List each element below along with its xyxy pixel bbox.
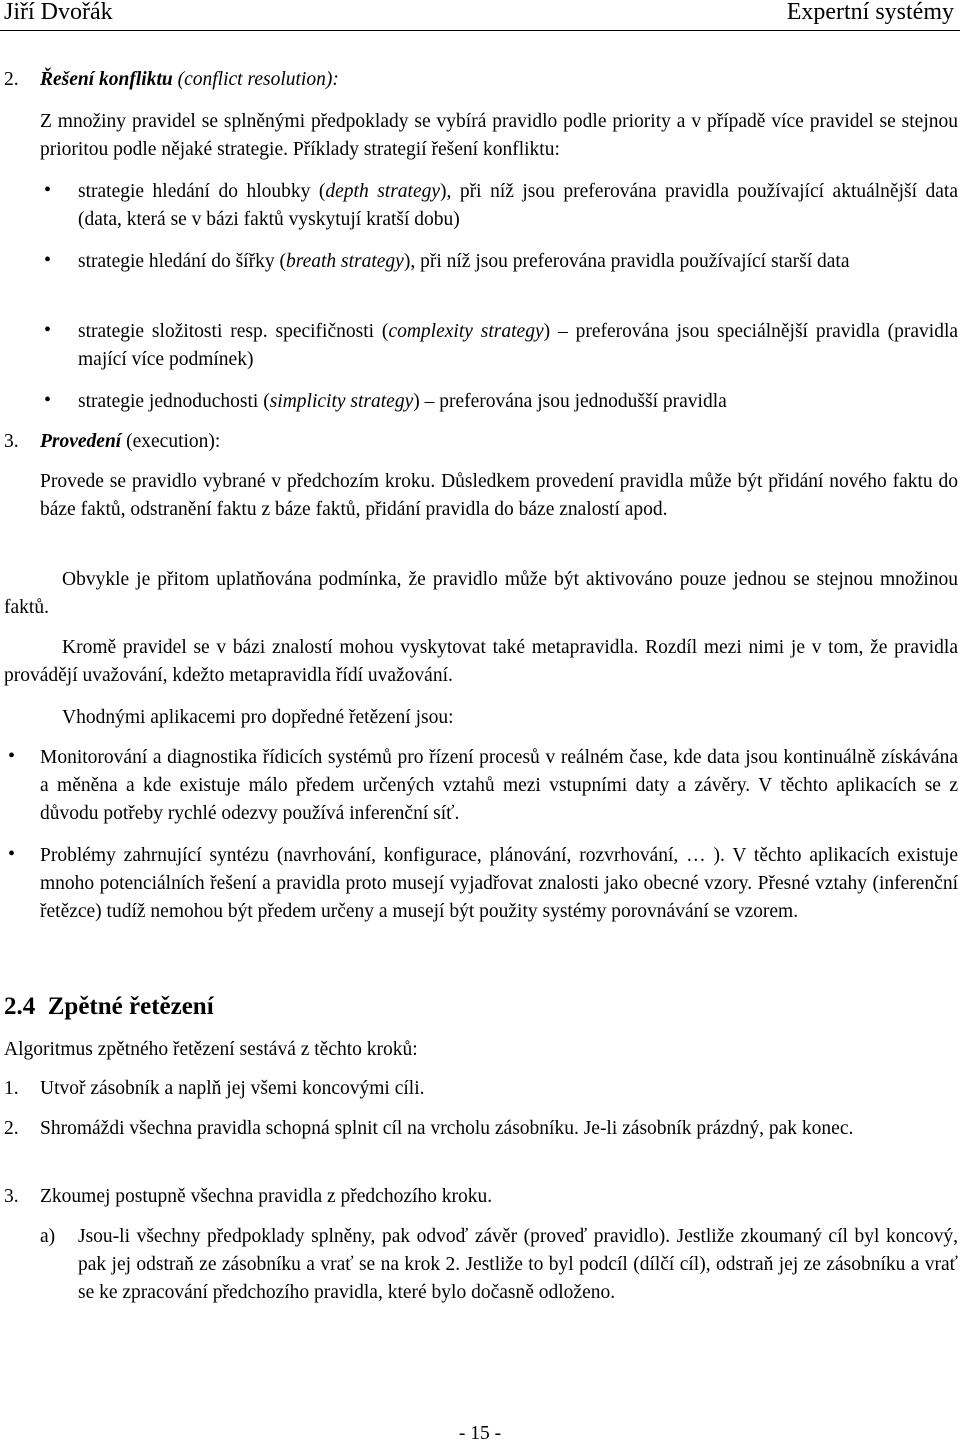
section-title: Zpětné řetězení xyxy=(47,993,214,1020)
list-item: Zkoumej postupně všechna pravidla z předchozího kroku. xyxy=(40,1186,493,1207)
list-item: Shromáždi všechna pravidla schopná splnit cíl na vrcholu zásobníku. Je-li zásobník prázdný, pak konec. xyxy=(40,1118,854,1139)
list-number: 2. xyxy=(4,69,19,90)
bullet-icon: • xyxy=(8,843,16,865)
step-number: 2. xyxy=(4,1118,19,1139)
substep-letter: a) xyxy=(40,1226,56,1247)
paragraph: Kromě pravidel se v bázi znalostí mohou vyskytovat také metapravidla. Rozdíl mezi nimi je v tom, že pravidla provádějí uvažování, kdežto metapravidla řídí uvažování. xyxy=(4,637,958,686)
step-number: 1. xyxy=(4,1078,19,1099)
list-item: strategie hledání do šířky (breath strategy), při níž jsou preferována pravidla používající starší data xyxy=(78,251,850,272)
bullet-icon: • xyxy=(44,249,52,271)
list-item: Utvoř zásobník a naplň jej všemi koncovými cíli. xyxy=(40,1078,425,1099)
execution-title-rest: (execution): xyxy=(121,431,221,452)
list-number: 3. xyxy=(4,431,19,452)
bullet-icon: • xyxy=(44,179,52,201)
bullet-icon: • xyxy=(8,745,16,767)
paragraph: Algoritmus zpětného řetězení sestává z těchto kroků: xyxy=(4,1039,418,1060)
paragraph: Obvykle je přitom uplatňována podmínka, že pravidlo může být aktivováno pouze jednou se stejnou množinou faktů. xyxy=(4,569,958,618)
paragraph: Vhodnými aplikacemi pro dopředné řetězení jsou: xyxy=(62,707,454,728)
list-item: Problémy zahrnující syntézu (navrhování, konfigurace, plánování, rozvrhování, … ). V těchto aplikacích existuje mnoho potenciálních řešení a pravidla proto musejí vyjadřovat znalosti jako obecné vzory. Přesné vztahy (inferenční řetězce) tudíž nemohou být předem určeny a musejí být použity systémy porovnávání se vzorem. xyxy=(40,845,958,922)
conflict-title-rest: (conflict resolution): xyxy=(172,69,339,90)
header-author: Jiří Dvořák xyxy=(4,0,113,25)
page-header xyxy=(0,0,960,31)
execution-heading xyxy=(40,428,940,456)
section-heading xyxy=(4,992,904,1022)
execution-paragraph: Provede se pravidlo vybrané v předchozím kroku. Důsledkem provedení pravidla může být přidání nového faktu do báze faktů, odstranění faktu z báze faktů, přidání pravidla do báze znalostí apod. xyxy=(40,471,958,520)
bullet-icon: • xyxy=(44,389,52,411)
section-number: 2.4 xyxy=(4,993,36,1020)
list-item: strategie jednoduchosti (simplicity strategy) – preferována jsou jednodušší pravidla xyxy=(78,391,727,412)
header-title: Expertní systémy xyxy=(786,0,954,25)
list-item: Jsou-li všechny předpoklady splněny, pak odvoď závěr (proveď pravidlo). Jestliže zkoumaný cíl byl koncový, pak jej odstraň ze zásobníku a vrať se na krok 2. Jestliže to byl podcíl (dílčí cíl), odstraň jej ze zásobníku a vrať se ke zpracování předchozího pravidla, které bylo dočasně odloženo. xyxy=(78,1226,958,1303)
conflict-heading xyxy=(40,66,940,94)
conflict-title: Řešení konfliktu xyxy=(40,69,173,90)
list-item: strategie složitosti resp. specifičnosti (complexity strategy) – preferována jsou speciálnější pravidla (pravidla mající více podmínek) xyxy=(78,321,959,370)
execution-title: Provedení xyxy=(40,431,122,452)
step-number: 3. xyxy=(4,1186,19,1207)
bullet-icon: • xyxy=(44,319,52,341)
page-number: - 15 - xyxy=(458,1423,502,1444)
list-item: Monitorování a diagnostika řídicích systémů pro řízení procesů v reálném čase, kde data jsou kontinuálně získávána a měněna a kde existuje málo předem určených vztahů mezi vstupními daty a závěry. V těchto aplikacích se z důvodu potřeby rychlé odezvy používá inferenční síť. xyxy=(40,747,958,824)
conflict-intro: Z množiny pravidel se splněnými předpoklady se vybírá pravidlo podle priority a v případě více pravidel se stejnou prioritou podle nějaké strategie. Příklady strategií řešení konfliktu: xyxy=(40,111,958,160)
list-item: strategie hledání do hloubky (depth strategy), při níž jsou preferována pravidla používající aktuálnější data (data, která se v bázi faktů vyskytují kratší dobu) xyxy=(78,181,958,230)
